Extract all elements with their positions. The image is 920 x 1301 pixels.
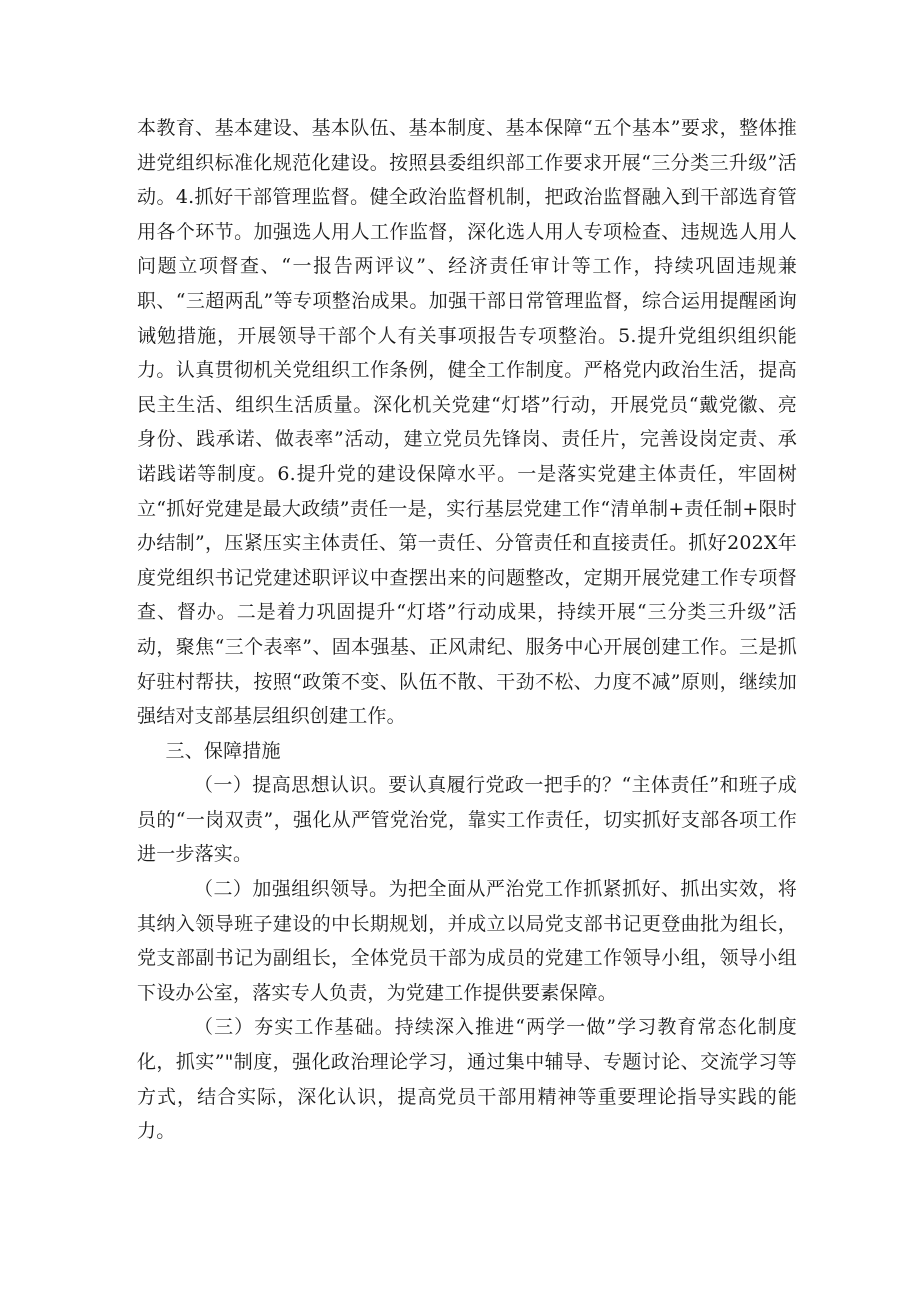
- document-body: [137, 111, 797, 1149]
- paragraph-continuation: 本教育、基本建设、基本队伍、基本制度、基本保障“五个基本”要求，整体推进党组织标准化规范化建设。按照县委组织部工作要求开展“三分类三升级”活动。4.抓好干部管理监督。健全政治监督机制，把政治监督融入到干部选育管用各个环节。加强选人用人工作监督，深化选人用人专项检查、违规选人用人问题立项督查、“一报告两评议”、经济责任审计等工作，持续巩固违规兼职、“三超两乱”等专项整治成果。加强干部日常管理监督，综合运用提醒函询诫勉措施，开展领导干部个人有关事项报告专项整治。5.提升党组织组织能力。认真贯彻机关党组织工作条例，健全工作制度。严格党内政治生活，提高民主生活、组织生活质量。深化机关党建“灯塔”行动，开展党员“戴党徽、亮身份、践承诺、做表率”活动，建立党员先锋岗、责任片，完善设岗定责、承诺践诺等制度。6.提升党的建设保障水平。一是落实党建主体责任，牢固树立“抓好党建是最大政绩”责任一是，实行基层党建工作“清单制+责任制+限时办结制”，压紧压实主体责任、第一责任、分管责任和直接责任。抓好202X年度党组织书记党建述职评议中查摆出来的问题整改，定期开展党建工作专项督查、督办。二是着力巩固提升“灯塔”行动成果，持续开展“三分类三升级”活动，聚焦“三个表率”、固本强基、正风肃纪、服务中心开展创建工作。三是抓好驻村帮扶，按照“政策不变、队伍不散、干劲不松、力度不减”原则，继续加强结对支部基层组织创建工作。: [137, 117, 797, 728]
- section-heading-safeguards: 三、保障措施: [165, 739, 281, 762]
- paragraph-solidify-foundation: （三）夯实工作基础。持续深入推进“两学一做”学习教育常态化制度化，抓实”"制度，强化政治理论学习，通过集中辅导、专题讨论、交流学习等方式，结合实际，深化认识，提高党员干部用精神等重要理论指导实践的能力。: [137, 1016, 797, 1143]
- paragraph-strengthen-leadership: （二）加强组织领导。为把全面从严治党工作抓紧抓好、抓出实效，将其纳入领导班子建设的中长期规划，并成立以局党支部书记更登曲批为组长，党支部副书记为副组长，全体党员干部为成员的党建工作领导小组，领导小组下设办公室，落实专人负责，为党建工作提供要素保障。: [137, 878, 797, 1004]
- paragraph-improve-awareness: （一）提高思想认识。要认真履行党政一把手的？“主体责任”和班子成员的“一岗双责”，强化从严管党治党，靠实工作责任，切实抓好支部各项工作进一步落实。: [137, 774, 797, 866]
